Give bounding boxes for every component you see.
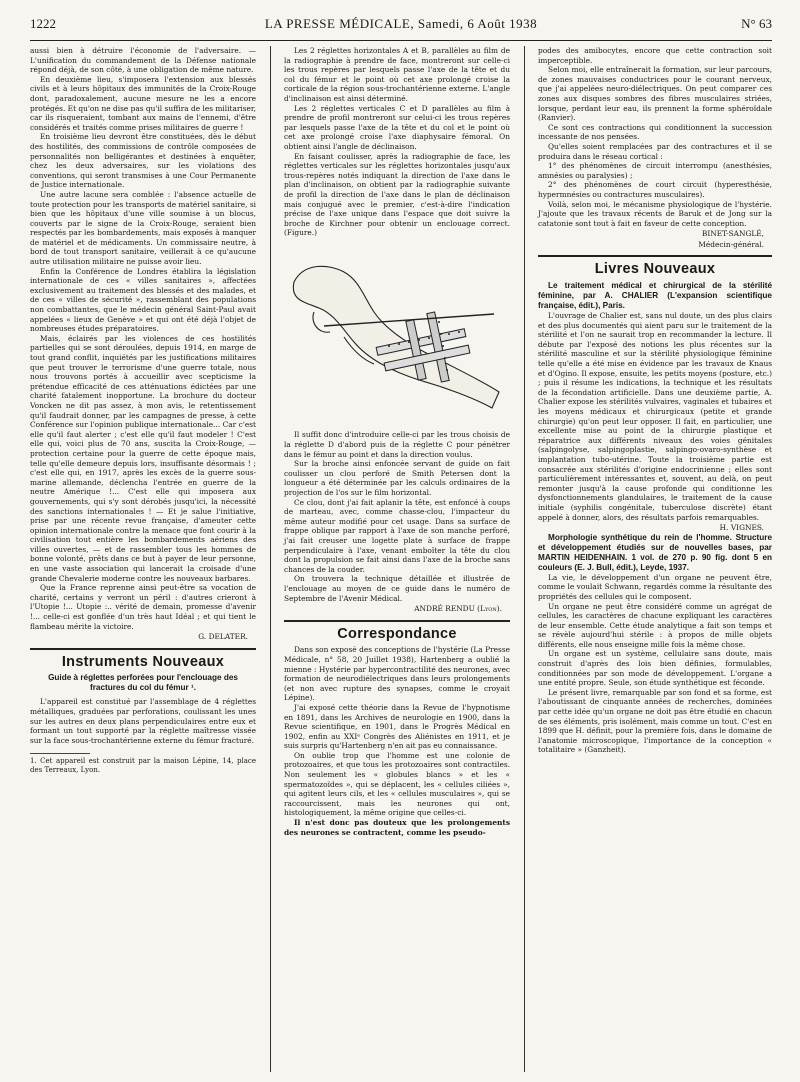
signature: H. VIGNES.	[719, 523, 764, 533]
paragraph: Ce clou, dont j'ai fait aplanir la tête, est enfoncé à coups de marteau, avec, comme chasse-clou, l'impacteur du même auteur modifié pour cet usage. Dans sa surface de frappe oblique par rapport à l'axe de son manche perforé, j'ai fait creuser une logette plate à surface de frappe perpendiculaire à l'axe, venant emboîter la tête du clou dont la propulsion se fait ainsi dans l'axe de la broche sans chances de la couder.	[284, 497, 510, 574]
signature: BINET-SANGLÉ,	[701, 229, 764, 239]
paragraph: Selon moi, elle entraînerait la formation, sur leur parcours, de zones mauvaises conductrices pour le courant nerveux, que j'ai appelées neuro-diélectriques. On peut comparer ces zones aux disques sombres des fibres musculaires striées, lorsque, perdant leur eau, ils prennent la forme sphéroïdale (Ranvier).	[538, 65, 772, 123]
paragraph: Les 2 réglettes verticales C et D parallèles au film à prendre de profil montreront sur celui-ci les trous repères par lesquels passe l'axe de la tête et du col et le point où cet axe prolongé croise l'axe diaphysaire fémoral. On obtient ainsi l'angle de déclinaison.	[284, 103, 510, 151]
section-title-instruments: Instruments Nouveaux	[61, 653, 225, 670]
footnote: 1. Cet appareil est construit par la maison Lépine, 14, place des Terreaux, Lyon.	[30, 757, 256, 775]
section-rule	[30, 648, 256, 650]
paragraph: 2° des phénomènes de court circuit (hyperesthésie, hypermnésies ou contractures musculaires).	[538, 180, 772, 199]
paragraph: Un organe ne peut être considéré comme un agrégat de cellules, les caractères de chacune expliquant les caractères de leur ensemble. Cette étude analytique a fait son temps et se révèle aujourd'hui stérile : à propos de mille objets différents, elle nous enseigne mille fois la même chose.	[538, 601, 772, 649]
paragraph: L'appareil est constitué par l'assemblage de 4 réglettes métalliques, graduées par perforations, coulissant les unes sur les autres en deux plans perpendiculaires entre eux et formant un tout supporté par la réglette maîtresse vissée sur la face sous-trochantérienne externe du fémur fracturé.	[30, 697, 256, 745]
newspaper-page	[30, 10, 772, 1072]
paragraph: Sur la broche ainsi enfoncée servant de guide on fait coulisser un clou perforé de Smith Petersen dont la longueur a été déterminée par les calculs ordinaires de la projection de l'os sur le film horizontal.	[284, 459, 510, 498]
book-title: Morphologie synthétique du rein de l'homme. Structure et développement étudiés sur de nouvelles bases, par MARTIN HEIDENHAIN. 1 vol. de 270 p. 90 fig. dont 5 en couleurs (E. J. Bull, édit.), Leyde, 1937.	[538, 532, 772, 572]
signature: G. DELATER.	[198, 632, 248, 642]
paragraph: En faisant coulisser, après la radiographie de face, les réglettes verticales sur les réglettes horizontales jusqu'aux trous-repères notés indiquant la direction de l'axe dans le plan d'inclinaison, on obtient par la radiographie suivante de profil la direction de l'axe dans le plan de déclinaison mais conjugué avec le premier, c'est-à-dire l'indication précise de l'axe unique dans l'espace que doit suivre la broche de Kirchner pour obtenir un enclouage correct. (Figure.)	[284, 151, 510, 238]
paragraph: Les 2 réglettes horizontales A et B, parallèles au film de la radiographie à prendre de face, montreront sur celle-ci les trous repères par lesquels passe l'axe de la tête et du col du fémur et le point où cet axe prolongé croise la corticale de la région sous-trochantérienne externe. L'angle d'inclinaison est ainsi déterminé.	[284, 46, 510, 103]
signature-title: Médecin-général.	[698, 239, 764, 249]
paragraph: Une autre lacune sera comblée : l'absence actuelle de toute protection pour les transports de matériel sanitaire, si bien que les hôpitaux d'une ville soumise à un blocus, couverts par le signe de la Croix-Rouge, seraient bien respectés par les bombardements, mais exposés à manquer de matériel et de médicaments. Un commissaire neutre, à bord de tout transport sanitaire, veillerait à ce qu'aucune autre utilisation militaire ne puisse avoir lieu.	[30, 189, 256, 267]
column-1	[30, 46, 256, 775]
paragraph: On oublie trop que l'homme est une colonie de protozoaires, et que tous les protozoaires sont contractiles. Non seulement les « globules blancs » et les « spermatozoïdes », qui se déplacent, les « cellules ciliées », qui agitent leurs cils, et les « cellules musculaires », qui se raccourcissent, mais les neurones qui ont, histologiquement, la même origine que celles-ci.	[284, 750, 510, 818]
paragraph: Dans son exposé des conceptions de l'hystérie (La Presse Médicale, n° 58, 20 Juillet 1938), Hartenberg a oublié la mienne : Hystérie par hypercontractilité des neurones, avec formation de neurodiélectriques dans leurs prolongements (et non avec rupture des synapses, comme le croyait Lépine).	[284, 645, 510, 703]
paragraph: Voilà, selon moi, le mécanisme physiologique de l'hystérie. J'ajoute que les travaux récents de Baruk et de Jong sur la catatonie sont tout à fait en faveur de cette conception.	[538, 199, 772, 228]
section-rule	[284, 620, 510, 622]
paragraph: Mais, éclairés par les violences de ces hostilités partielles qui se sont déroulées, depuis 1914, en marge de tout grand conflit, inquiétés par les justifications militaires que peut trouver le terrorisme d'une guerre totale, nous nous trouvons portés à accueillir avec scepticisme la prétendue efficacité de ces atténuations édictées par une charité fatalement inopportune. La brochure du docteur Voncken ne dit pas assez, à mon avis, le retentissement qu'il faudrait donner, par les campagnes de presse, à cette Conférence sur l'opinion publique internationale... Car c'est elle qu'il faut alerter ; c'est elle qu'il faut modeler ! C'est elle qui, voici plus de 70 ans, suscita la Croix-Rouge, — protection certaine pour la guerre de cette époque mais, telle qu'elle demeure depuis lors, insuffisante désormais ! ; c'est elle qui, en 1917, après les excès de la guerre sous-marine allemande, déclencha l'entrée en guerre de la neutre Amérique !... C'est elle qui imposera aux gouvernements, qui s'y sont dérobés jusqu'ici, la nécessité des sanctions internationales ! — Et je salue l'initiative, prise par une récente revue française, d'ameuter cette opinion internationale contre la menace que font courir à la civilisation tout entière les bombardements aériens des villes ouvertes, — et de rassembler tous les hommes de bonne volonté, prêts dans ce but à payer de leur personne, en une vaste association qui lancerait la croisade d'une grande Chevalerie moderne contre les nouveaux barbares.	[30, 333, 256, 583]
column-3	[538, 46, 772, 755]
signature: ANDRÉ RENDU (Lyon).	[414, 604, 502, 614]
paragraph: podes des amibocytes, encore que cette contraction soit imperceptible.	[538, 46, 772, 65]
paragraph: Un organe est un système, cellulaire sans doute, mais construit d'après des lois bien définies, formulables, conditionnées par son mode de développement. L'organe a une entité propre. Seule, son étude synthétique est féconde.	[538, 649, 772, 688]
paragraph: Il n'est donc pas douteux que les prolongements des neurones se contractent, comme les pseudo-	[284, 818, 510, 837]
column-divider	[524, 46, 525, 1072]
footnote-rule	[30, 753, 90, 754]
paragraph: En deuxième lieu, s'imposera l'extension aux blessés civils et à leurs hôpitaux des immunités de la Croix-Rouge dont, paradoxalement, aucune mesure ne les a encore protégés. Et qu'on ne dise pas qu'il suffira de les militariser, car ils risqueraient, tombant aux mains de l'ennemi, d'être considérés et traités comme prises militaires de guerre !	[30, 74, 256, 132]
paragraph: Ce sont ces contractions qui conditionnent la succession incessante de nos pensées.	[538, 122, 772, 142]
section-title-livres: Livres Nouveaux	[594, 261, 716, 278]
page-header	[30, 10, 772, 34]
paragraph: En troisième lieu devront être constituées, dès le début des hostilités, des commissions de contrôle composées de personnalités non belligérantes et destinées à enquêter, chez les deux adversaires, sur les violations des conventions, qui seront transmises à une Cour Permanente de Justice internationale.	[30, 132, 256, 190]
section-title-correspondance: Correspondance	[337, 625, 457, 642]
femur-guide-figure	[284, 242, 510, 424]
column-divider	[270, 46, 271, 1072]
page-number: 1222	[30, 16, 56, 31]
femur-illustration	[293, 266, 499, 408]
paragraph: Le présent livre, remarquable par son fond et sa forme, est l'aboutissant de cinquante années de recherches, dominées par cette idée qu'un organe ne doit pas être étudié en chacun de ses éléments, pris isolément, mais comme un tout. C'est en 1899 que H. définit, pour la première fois, dans le domaine de l'anatomie microscopique, l'importance de la conception « totalitaire » (Ganzheit).	[538, 687, 772, 755]
section-rule	[538, 255, 772, 257]
paragraph: On trouvera la technique détaillée et illustrée de l'enclouage au moyen de ce guide dans le numéro de Septembre de l'Avenir Médical.	[284, 574, 510, 603]
paragraph: 1° des phénomènes de circuit interrompu (anesthésies, amnésies ou paralysies) ;	[538, 161, 772, 180]
header-rule	[30, 40, 772, 41]
paragraph: Qu'elles soient remplacées par des contractures et il se produira dans le réseau cortical :	[538, 141, 772, 161]
issue-number: N° 63	[741, 16, 772, 31]
column-2	[284, 46, 510, 837]
paragraph: Que la France reprenne ainsi peut-être sa vocation de charité, certains y verront un péril : d'autres crieront à l'Utopie !... Utopie :.. vérité de demain, promesse d'avenir !... celle-ci est gonflée d'un très haut Idéal ; et qui tient le flambeau mérite la victoire.	[30, 583, 256, 631]
paragraph: aussi bien à détruire l'économie de l'adversaire. — L'unification du commandement de la Défense nationale répond déjà, de son côté, à une obligation de même nature.	[30, 46, 256, 75]
paragraph: Il suffit donc d'introduire celle-ci par les trous choisis de la réglette D d'abord puis de la réglette C pour pénétrer dans le fémur au point et dans la direction voulus.	[284, 430, 510, 459]
book-title: Le traitement médical et chirurgical de la stérilité féminine, par A. CHALIER (L'expansion scientifique française, édit.), Paris.	[538, 281, 772, 311]
paragraph: La vie, le développement d'un organe ne peuvent être, comme le voulait Schwann, regardés comme la résultante des propriétés des cellules qui le composent.	[538, 572, 772, 601]
publication-title: LA PRESSE MÉDICALE, Samedi, 6 Août 1938	[264, 16, 538, 31]
paragraph: L'ouvrage de Chalier est, sans nul doute, un des plus clairs et des plus documentés qui aient paru sur le traitement de la stérilité et l'on ne saurait trop en recommander la lecture. Il débute par l'exposé des notions les plus récentes sur la stérilité masculine et sur la stérilité physiologique féminine telle qu'elle a été mise en évidence par les travaux de Knaus et d'Ogino. Il expose, ensuite, les petits moyens (posture, etc.) ; puis il résume les indications, la technique et les résultats de la fécondation artificielle. Dans une deuxième partie, A. Chalier expose les stérilités vulvaires, vaginales et tubaires et les moyens médicaux et chirurgicaux (petite et grande chirurgie) qu'on peut leur opposer. Il fait, en particulier, une excellente mise au point de la chirurgie plastique et réparatrice aux différents niveaux des voies génitales (salpingolyse, salpingoplastie, salpingo-ovaro-synthèse et implantation tubo-utérine. Toute la troisième partie est consacrée aux stérilités d'origine endocrinienne ; elles sont particulièrement intéressantes et, souvent, au delà, on peut remonter jusqu'à la cause profonde qui conditionne les dysfonctionnements glandulaires, le traitement de la cause initiale (syphilis congénitale, tuberculose discrète) étant appelé à donner, alors, des résultats parfois remarquables.	[538, 311, 772, 522]
article-title: Guide à réglettes perforées pour l'enclouage des fractures du col du fémur ¹.	[48, 673, 238, 693]
paragraph: Enfin la Conférence de Londres établira la législation internationale de ces « villes sanitaires », affectées exclusivement au traitement des blessés et des malades, et de ces « villes de sécurité », rassemblant des populations non combattantes, que le médecin général Saint-Paul avait appelées « lieux de Genève » et qui ont été déjà l'objet de nombreuses études préparatoires.	[30, 266, 256, 334]
paragraph: J'ai exposé cette théorie dans la Revue de l'hypnotisme en 1891, dans les Archives de neurologie en 1900, dans la Revue scientifique, en 1901, dans le Progrès Médical en 1902, enfin au XXIᵉ Congrès des Aliénistes en 1911, et je suis surpris qu'Hartenberg n'en ait pas eu connaissance.	[284, 702, 510, 751]
